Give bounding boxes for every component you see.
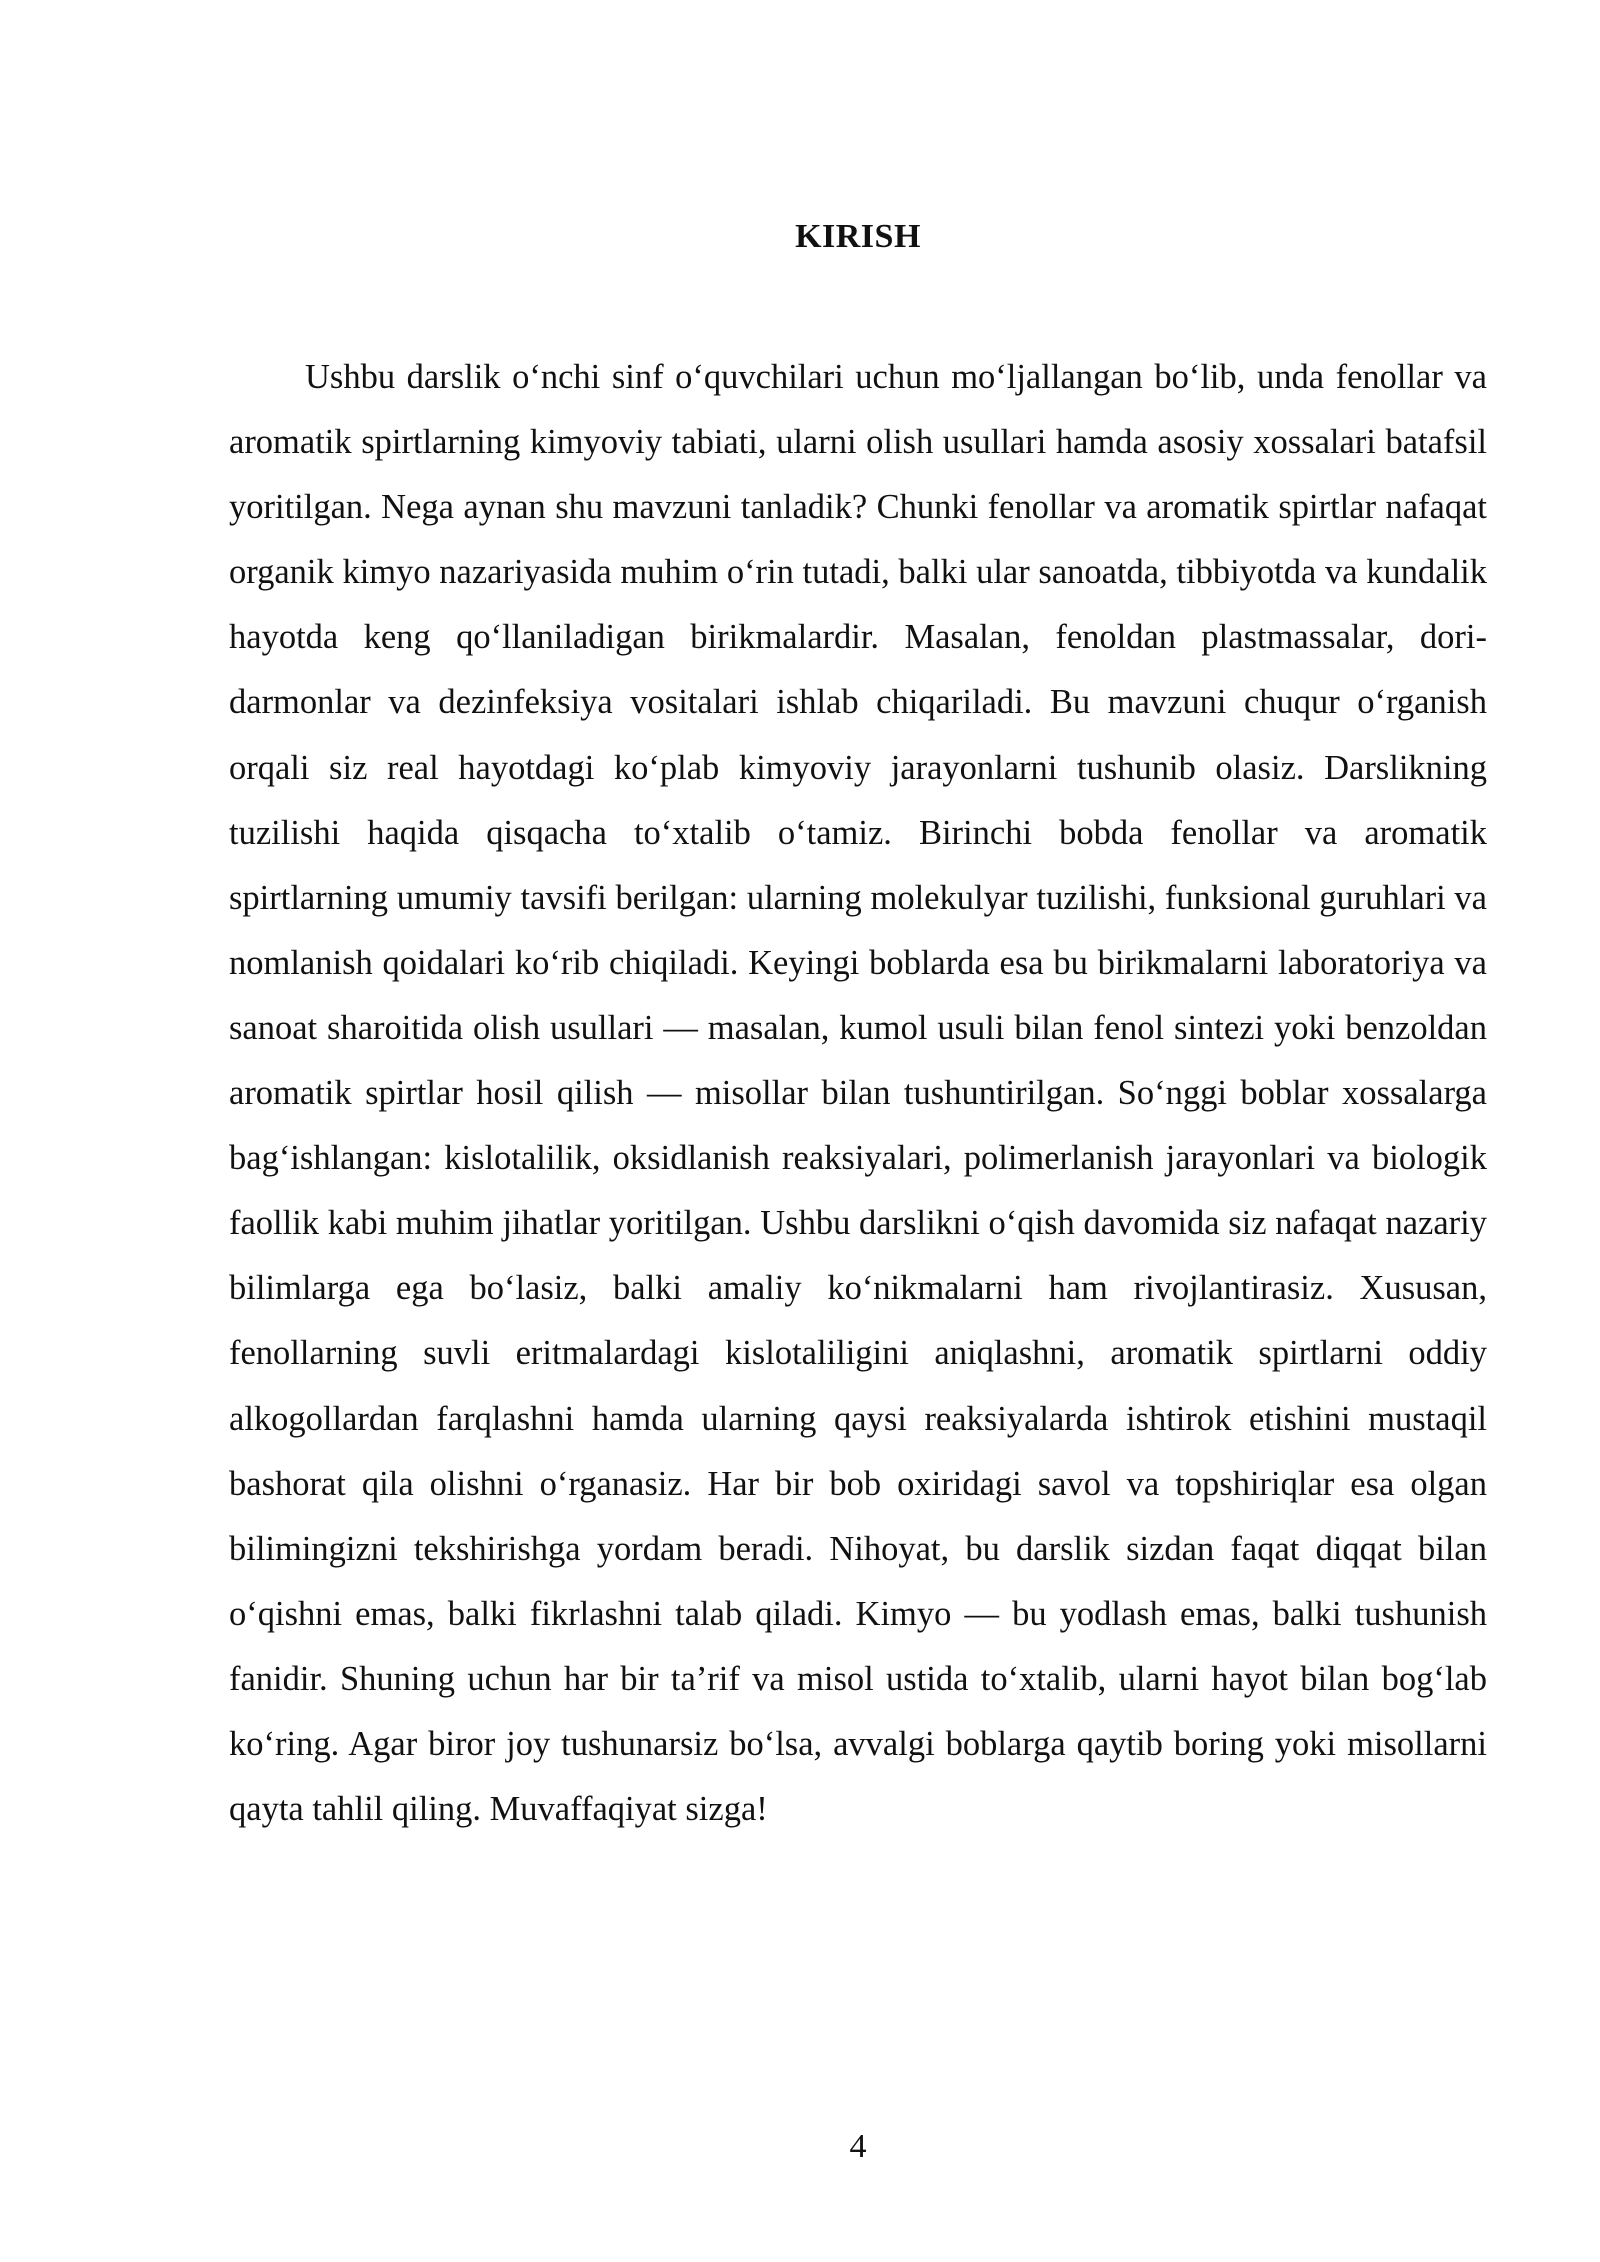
page-title: KIRISH bbox=[795, 218, 921, 255]
body-paragraph: Ushbu darslik o‘nchi sinf o‘quvchilari uchun mo‘ljallangan bo‘lib, unda fenollar va aromatik spirtlarning kimyoviy tabiati, ularni olish usullari hamda asosiy xossalari batafsil yoritilgan. Nega aynan shu mavzuni tanladik? Chunki fenollar va aromatik spirtlar nafaqat organik kimyo nazariyasida muhim o‘rin tutadi, balki ular sanoatda, tibbiyotda va kundalik hayotda keng qo‘llaniladigan birikmalardir. Masalan, fenoldan plastmassalar, dori-darmonlar va dezinfeksiya vositalari ishlab chiqariladi. Bu mavzuni chuqur o‘rganish orqali siz real hayotdagi ko‘plab kimyoviy jarayonlarni tushunib olasiz. Darslikning tuzilishi haqida qisqacha to‘xtalib o‘tamiz. Birinchi bobda fenollar va aromatik spirtlarning umumiy tavsifi berilgan: ularning molekulyar tuzilishi, funksional guruhlari va nomlanish qoidalari ko‘rib chiqiladi. Keyingi boblarda esa bu birikmalarni laboratoriya va sanoat sharoitida olish usullari — masalan, kumol usuli bilan fenol sintezi yoki benzoldan aromatik spirtlar hosil qilish — misollar bilan tushuntirilgan. So‘nggi boblar xossalarga bag‘ishlangan: kislotalilik, oksidlanish reaksiyalari, polimerlanish jarayonlari va biologik faollik kabi muhim jihatlar yoritilgan. Ushbu darslikni o‘qish davomida siz nafaqat nazariy bilimlarga ega bo‘lasiz, balki amaliy ko‘nikmalarni ham rivojlantirasiz. Xususan, fenollarning suvli eritmalardagi kislotaliligini aniqlashni, aromatik spirtlarni oddiy alkogollardan farqlashni hamda ularning qaysi reaksiyalarda ishtirok etishini mustaqil bashorat qila olishni o‘rganasiz. Har bir bob oxiridagi savol va topshiriqlar esa olgan bilimingizni tekshirishga yordam beradi. Nihoyat, bu darslik sizdan faqat diqqat bilan o‘qishni emas, balki fikrlashni talab qiladi. Kimyo — bu yodlash emas, balki tushunish fanidir. Shuning uchun har bir ta’rif va misol ustida to‘xtalib, ularni hayot bilan bog‘lab ko‘ring. Agar biror joy tushunarsiz bo‘lsa, avvalgi boblarga qaytib boring yoki misollarni qayta tahlil qiling. Muvaffaqiyat sizga! bbox=[229, 358, 1487, 1829]
page-number: 4 bbox=[849, 2128, 867, 2165]
